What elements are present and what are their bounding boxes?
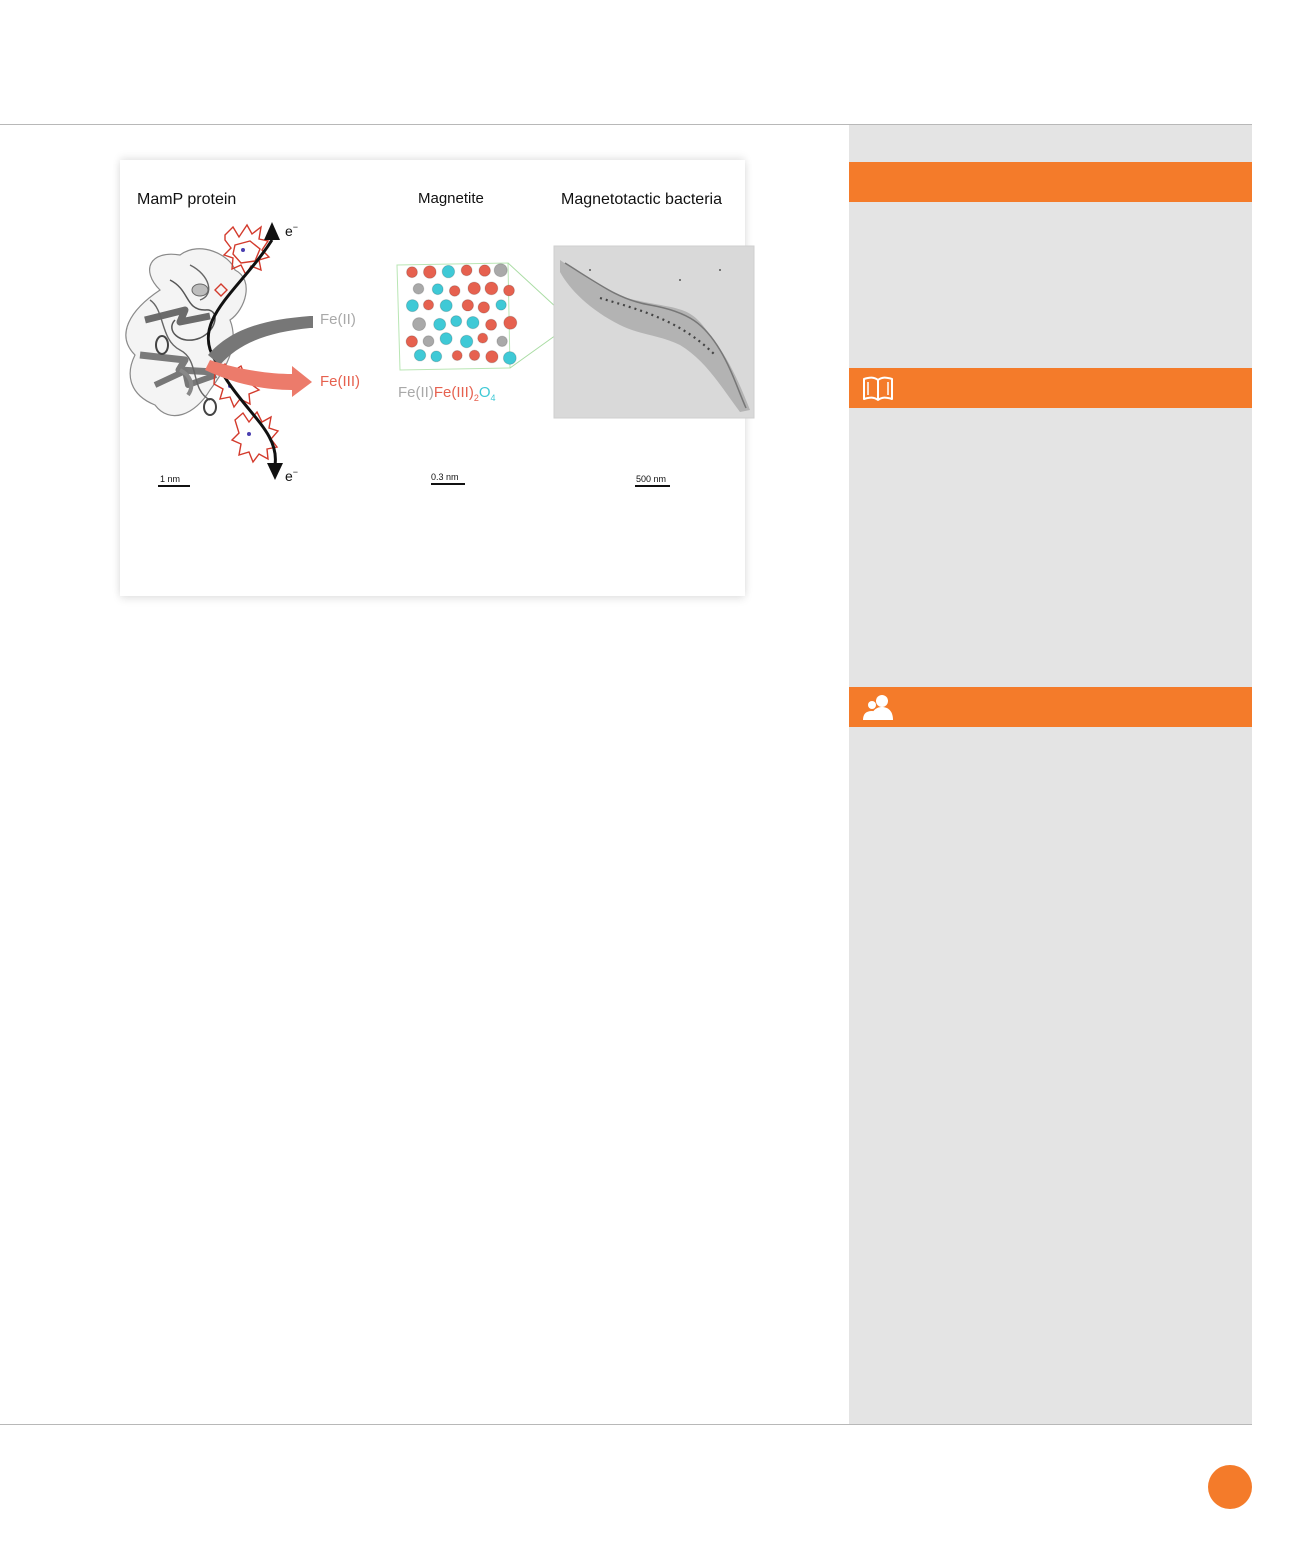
magnetite-atom [451, 316, 462, 327]
fe3-label: Fe(III) [320, 373, 360, 390]
figure-panel [120, 160, 745, 596]
fe3-arrow [205, 360, 312, 397]
magnetite-atom [442, 265, 454, 277]
magnetite-atom [432, 284, 443, 295]
magnetite-atom [504, 285, 515, 296]
magnetite-atom [494, 264, 507, 277]
people-icon [862, 692, 894, 722]
magnetite-atom [449, 286, 460, 297]
sidebar [849, 125, 1252, 1424]
bacteria-panel-title: Magnetotactic bacteria [561, 191, 722, 208]
bacteria-scalebar-label: 500 nm [636, 474, 667, 484]
magnetite-atom [406, 300, 418, 312]
magnetite-atom [414, 350, 425, 361]
magnetite-atom [407, 267, 418, 278]
magnetite-atom [423, 336, 434, 347]
bottom-rule [0, 1424, 1252, 1425]
page-marker [1208, 1465, 1252, 1509]
magnetite-formula: $Fe(II)Fe(III)_2O_4$ [398, 384, 496, 403]
magnetite-atom [440, 300, 452, 312]
bacteria-micrograph [554, 246, 754, 418]
fe2-label: Fe(II) [320, 311, 356, 328]
magnetite-atom [461, 265, 472, 276]
magnetite-atom [452, 351, 462, 361]
magnetite-atom [462, 300, 473, 311]
protein-panel-title: MamP protein [137, 191, 237, 208]
magnetite-atom [485, 282, 498, 295]
electron-label-top: e− [285, 222, 299, 239]
sidebar-section-header-2 [849, 368, 1252, 408]
magnetite-atom [503, 352, 516, 365]
magnetite-atom [486, 319, 497, 330]
magnetite-scalebar [431, 483, 465, 485]
magnetite-crystal [397, 263, 570, 370]
magnetite-atom [431, 351, 442, 362]
magnetite-atom [496, 300, 506, 310]
magnetite-atom [413, 284, 424, 295]
protein-structure [126, 249, 246, 416]
magnetite-atom [478, 333, 488, 343]
magnetite-atom [497, 336, 507, 346]
magnetite-atom [434, 318, 446, 330]
magnetite-scalebar-label: 0.3 nm [431, 472, 459, 482]
magnetite-atom [479, 265, 490, 276]
magnetite-atom [406, 336, 417, 347]
magnetite-atom [423, 300, 433, 310]
magnetite-atom [486, 351, 498, 363]
magnetite-atom [424, 266, 437, 279]
magnetite-atom [468, 282, 480, 294]
magnetite-atom [467, 317, 479, 329]
sidebar-section-header-3 [849, 687, 1252, 727]
figure-illustration [120, 160, 760, 596]
magnetite-panel-title: Magnetite [418, 190, 484, 207]
electron-arrow-up [264, 222, 280, 240]
magnetite-atom [460, 335, 472, 347]
bacteria-scalebar [635, 485, 670, 487]
magnetite-atom [504, 316, 517, 329]
sidebar-section-header-1 [849, 162, 1252, 202]
electron-label-bottom: e− [285, 467, 299, 484]
magnetite-atom [469, 350, 479, 360]
protein-scalebar [158, 485, 190, 487]
book-icon [862, 373, 894, 403]
magnetite-atom [478, 302, 489, 313]
magnetite-atom [413, 318, 426, 331]
electron-arrow-down [267, 463, 283, 480]
magnetite-atom [440, 333, 452, 345]
protein-scalebar-label: 1 nm [160, 474, 181, 484]
